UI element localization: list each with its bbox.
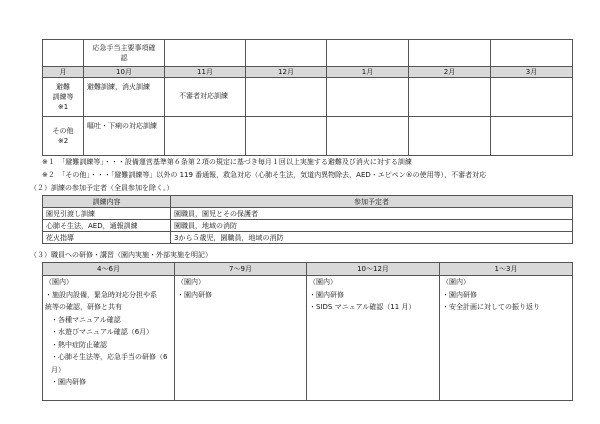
schedule-cell [409,78,491,117]
training-col-jul-sep: （園内） ・園内研修 [175,276,307,401]
schedule-row-evacuation [43,78,573,117]
note-2: ※２ 「その他」・・・「避難訓練等」以外の 119 番通報，救急対応（心肺そ生法，気道内異物除去，AED・エピペン®の使用等），不審者対応 [42,171,487,179]
schedule-cell: 嘔吐・下痢の対応訓練 [84,117,165,156]
column-header: 4～6月 [43,263,175,276]
schedule-top-cell: 応急手当主要事項確 認 [84,40,165,67]
participants-header-row [43,196,573,208]
section3-heading: （３）職員への研修・講習（園内実施・外部実施を明記） [30,251,212,259]
month-header: 11月 [165,67,246,78]
schedule-cell [491,117,573,156]
training-header-row [43,263,573,276]
participants: 園職員，園児とその保護者 [171,208,573,220]
month-header: 1月 [327,67,409,78]
row-label: 避難 訓練等 ※1 [43,78,84,117]
note-1: ※１ 「避難訓練等」・・・設備運営基準第６条第２項の規定に基づき毎月１回以上実施する避難及び消火に対する訓練 [42,158,412,166]
training-name: 心肺そ生法，AED，通報訓練 [43,220,171,232]
schedule-cell [491,78,573,117]
schedule-cell [327,117,409,156]
schedule-cell [246,78,327,117]
table-row [43,232,573,244]
training-name: 園児引渡し訓練 [43,208,171,220]
schedule-cell [246,117,327,156]
column-header: 1～3月 [440,263,573,276]
schedule-cell [327,78,409,117]
row-label: その他 ※2 [43,117,84,156]
participants: 3から５歳児，園職員，地域の消防 [171,232,573,244]
table-row [43,208,573,220]
training-schedule-table [42,39,573,156]
column-header: 訓練内容 [43,196,171,208]
training-name: 花火指導 [43,232,171,244]
participants-table [42,195,573,244]
schedule-row-other [43,117,573,156]
table-row [43,220,573,232]
month-header: 月 [43,67,84,78]
column-header: 7～9月 [175,263,307,276]
training-col-jan-mar: （園内） ・園内研修 ・安全計画に対しての振り返り [440,276,573,401]
schedule-cell: 避難訓練，消火訓練 [84,78,165,117]
month-header: 3月 [491,67,573,78]
training-content-row [43,276,573,401]
schedule-cell [165,117,246,156]
training-col-apr-jun: （園内） ・施設内設備，緊急時対応分担や系 統等の確認，研修と共有 ・各種マニュアル確認 ・水遊びマニュアル確認（6月） ・熱中症防止確認 ・心肺そ生法等，応急手当の研修（6 月） ・園内研修 [43,276,175,401]
staff-training-table [42,262,573,401]
month-header: 10月 [84,67,165,78]
month-header: 2月 [409,67,491,78]
training-col-oct-dec: （園内） ・園内研修 ・SIDS マニュアル確認（11 月） [307,276,440,401]
schedule-top-row [43,40,573,67]
column-header: 10～12月 [307,263,440,276]
month-header: 12月 [246,67,327,78]
schedule-cell [409,117,491,156]
participants: 園職員，地域の消防 [171,220,573,232]
column-header: 参加予定者 [171,196,573,208]
section2-heading: （２）訓練の参加予定者（全員参加を除く。） [30,184,174,192]
month-header-row [43,67,573,78]
schedule-cell: 不審者対応訓練 [165,78,246,117]
